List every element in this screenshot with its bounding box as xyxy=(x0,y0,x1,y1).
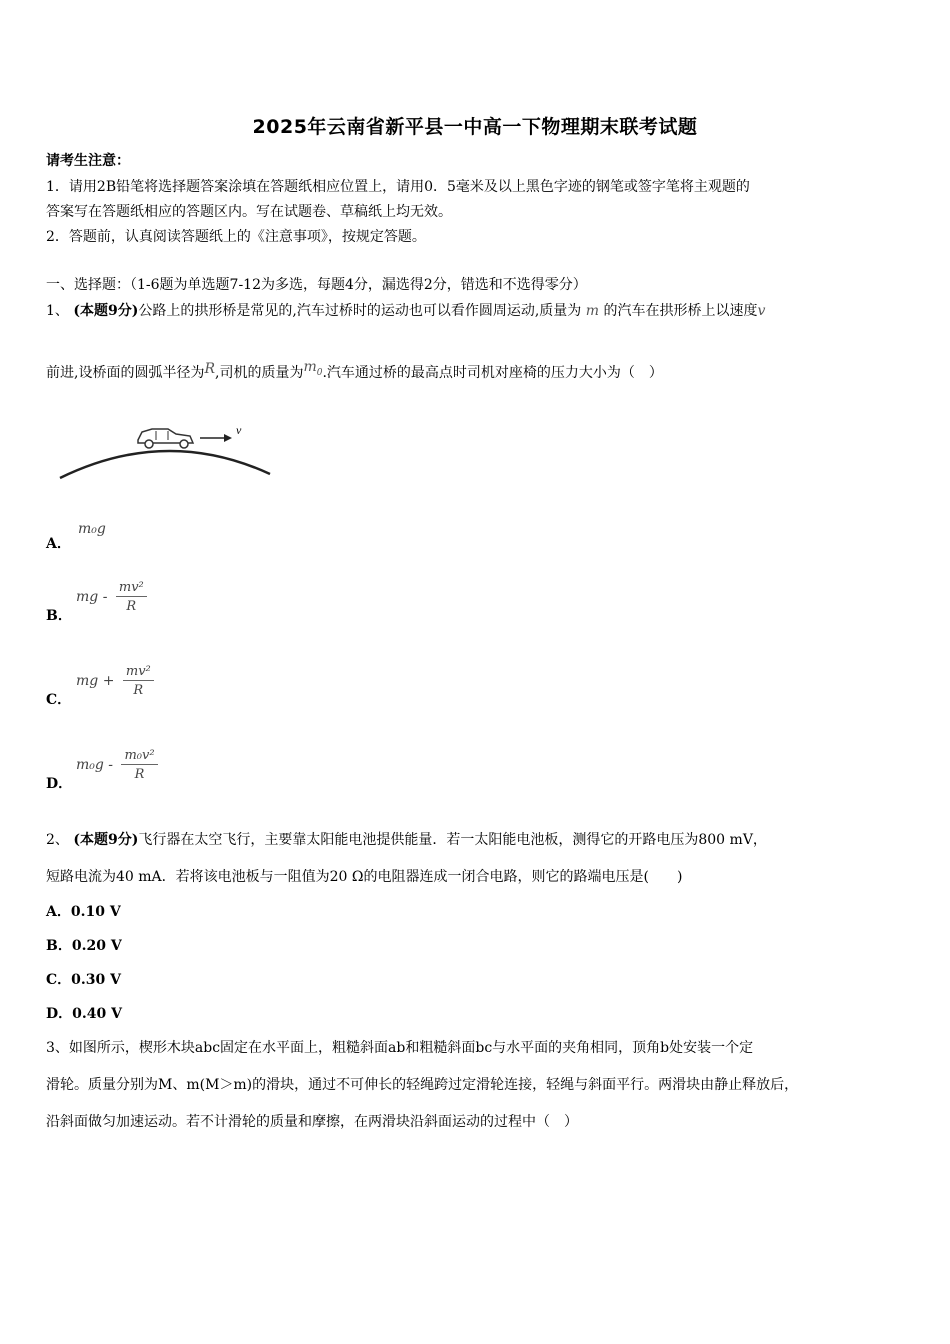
car-icon xyxy=(138,429,193,448)
q1-line2-b: ,司机的质量为 xyxy=(215,365,304,381)
q1-symbol-R: R xyxy=(204,361,215,377)
q1-line1 xyxy=(46,302,765,320)
q2-option-b: B．0.20 V xyxy=(46,938,122,954)
page-title: 2025年云南省新平县一中高一下物理期末联考试题 xyxy=(252,116,698,138)
q2-option-d: D．0.40 V xyxy=(46,1006,122,1022)
notice-item2: 2．答题前，认真阅读答题纸上的《注意事项》，按规定答题。 xyxy=(46,229,426,245)
q2-option-a: A．0.10 V xyxy=(46,904,121,920)
q2-score: (本题9分) xyxy=(73,832,139,848)
q3-line3: 沿斜面做匀加速运动。若不计滑轮的质量和摩擦，在两滑块沿斜面运动的过程中（ ） xyxy=(46,1114,578,1130)
q3-line2: 滑轮。质量分别为M、m(M＞m)的滑块，通过不可伸长的轻绳跨过定滑轮连接，轻绳与斜面平行。两滑块由静止释放后， xyxy=(46,1077,799,1093)
q1-option-c-label: C． xyxy=(46,692,72,708)
q1-line1-b: 的汽车在拱形桥上以速度 xyxy=(603,303,758,319)
section1-heading: 一、选择题：（1-6题为单选题7-12为多选，每题4分，漏选得2分，错选和不选得零分） xyxy=(46,277,587,293)
q1-option-a-expr: m₀g xyxy=(78,521,106,537)
bridge-arc xyxy=(60,451,270,478)
q1-option-c-expr: mg + $\frac{\text{mv²}}{R}$ xyxy=(76,664,154,698)
q2-option-c: C．0.30 V xyxy=(46,972,121,988)
q1-line2-c: .汽车通过桥的最高点时司机对座椅的压力大小为（ ） xyxy=(322,365,663,381)
q2-line1 xyxy=(46,831,767,849)
q1-line2 xyxy=(46,359,663,388)
q2-line2: 短路电流为40 mA．若将该电池板与一阻值为20 Ω的电阻器连成一闭合电路，则它的路端电压是( ) xyxy=(46,869,683,885)
notice-item1-line2: 答案写在答题纸相应的答题区内。写在试题卷、草稿纸上均无效。 xyxy=(46,204,452,220)
q1-prefix: 1、 xyxy=(46,303,69,319)
q1-line1-a: 公路上的拱形桥是常见的,汽车过桥时的运动也可以看作圆周运动,质量为 xyxy=(138,303,582,319)
bridge-car-figure xyxy=(56,418,286,486)
q1-option-d-expr: m₀g - $\frac{\text{m₀v²}}{R}$ xyxy=(76,748,158,782)
q1-option-d-label: D． xyxy=(46,776,73,792)
q1-option-a-label: A． xyxy=(46,536,71,552)
q3-line1: 3、如图所示，楔形木块abc固定在水平面上，粗糙斜面ab和粗糙斜面bc与水平面的夹角相同，顶角b处安装一个定 xyxy=(46,1040,754,1056)
figure-v-label: v xyxy=(236,423,242,437)
q1-option-b-label: B． xyxy=(46,608,72,624)
velocity-arrow-icon xyxy=(200,434,232,442)
notice-heading: 请考生注意： xyxy=(46,153,130,169)
notice-item1-line1: 1．请用2B铅笔将选择题答案涂填在答题纸相应位置上，请用0．5毫米及以上黑色字迹的钢笔或签字笔将主观题的 xyxy=(46,179,750,195)
q1-score: (本题9分) xyxy=(73,303,139,319)
q2-prefix: 2、 xyxy=(46,832,69,848)
q1-line2-a: 前进,设桥面的圆弧半径为 xyxy=(46,365,205,381)
q1-option-b-expr: mg - $\frac{\text{mv²}}{R}$ xyxy=(76,580,147,614)
q1-symbol-m: m xyxy=(585,303,600,319)
q1-symbol-m0: $m_0$ xyxy=(303,359,323,378)
q1-symbol-v: v xyxy=(757,303,766,319)
q2-line1-text: 飞行器在太空飞行，主要靠太阳能电池提供能量．若一太阳能电池板，测得它的开路电压为800 mV， xyxy=(138,832,767,848)
